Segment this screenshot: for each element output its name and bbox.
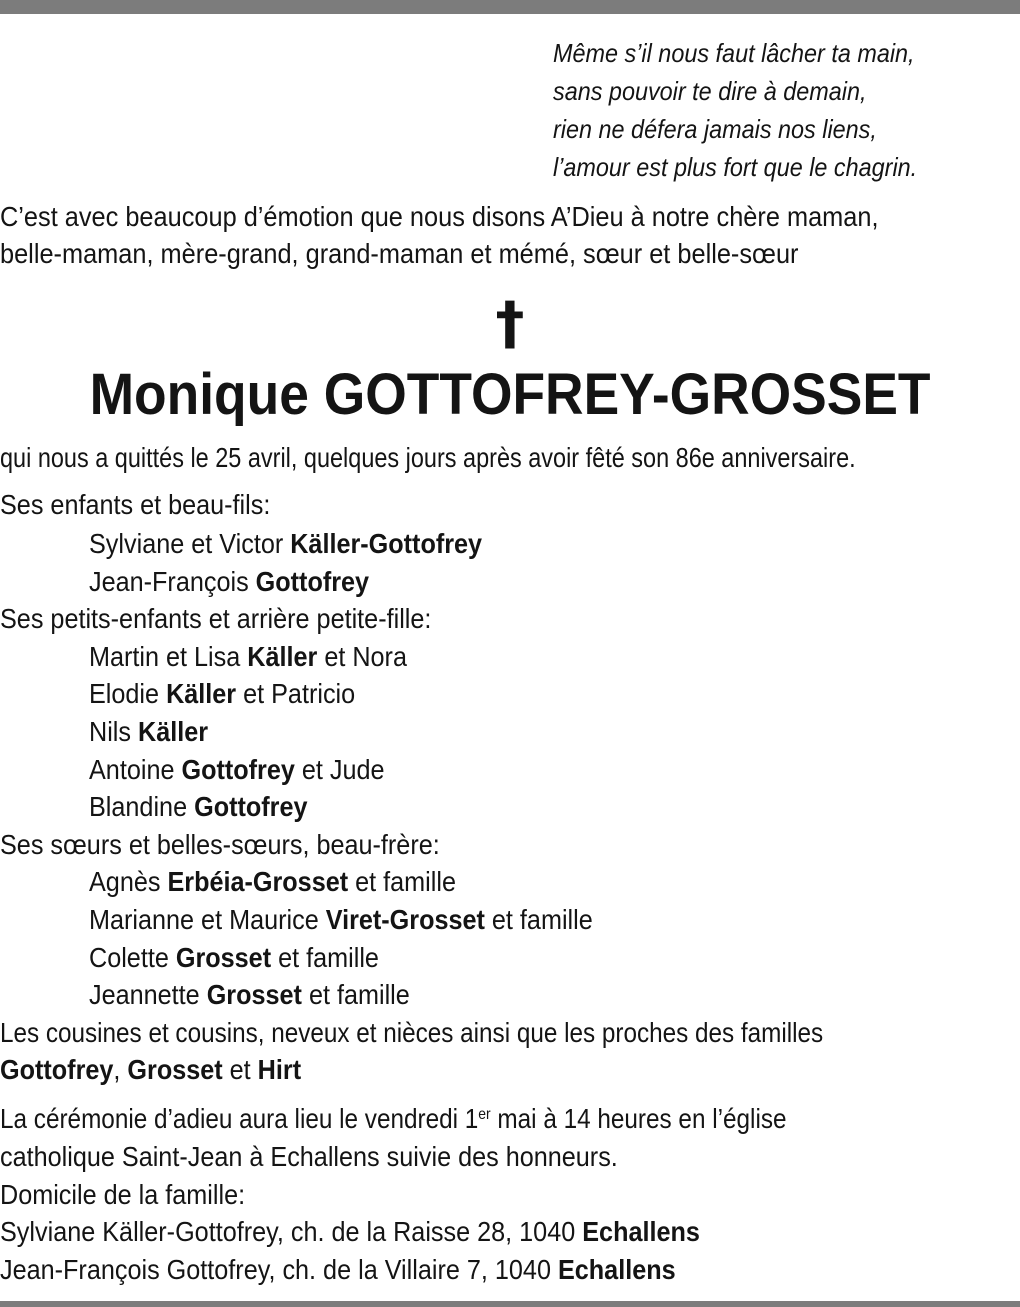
poem-line: sans pouvoir te dire à demain,: [553, 76, 867, 106]
poem-line: rien ne défera jamais nos liens,: [553, 114, 877, 144]
family-member-line: [89, 939, 379, 976]
member-given: Nils: [89, 716, 139, 747]
address-city: Echallens: [557, 1254, 676, 1285]
family-member-line: [89, 976, 410, 1013]
member-given: Colette: [89, 942, 176, 973]
member-surname: Viret-Grosset: [325, 904, 485, 935]
intro-line: C’est avec beaucoup d’émotion que nous disons A’Dieu à notre chère maman,: [0, 201, 879, 232]
member-surname: Erbéia-Grosset: [167, 866, 349, 897]
family-member-line: [89, 751, 385, 788]
member-surname: Käller-Gottofrey: [290, 528, 483, 559]
member-suffix: et famille: [271, 942, 379, 973]
member-suffix: et famille: [484, 904, 593, 935]
member-surname: Käller: [247, 641, 318, 672]
ceremony-text: La cérémonie d’adieu aura lieu le vendredi 1: [0, 1103, 479, 1134]
deceased-name-text: Monique GOTTOFREY-GROSSET: [89, 362, 931, 427]
member-surname: Grosset: [175, 942, 272, 973]
domicile-address: [0, 1213, 700, 1250]
address-text: Sylviane Käller-Gottofrey, ch. de la Raisse 28, 1040: [0, 1216, 583, 1247]
section-heading-grandchildren: Ses petits-enfants et arrière petite-fille:: [0, 603, 432, 634]
member-surname: Grosset: [206, 979, 302, 1010]
cross-icon: †: [495, 289, 525, 357]
family-member-line: [89, 563, 369, 600]
section-heading-siblings: Ses sœurs et belles-sœurs, beau-frère:: [0, 829, 440, 860]
ceremony-text: mai à 14 heures en l’église: [490, 1103, 787, 1134]
family-member-line: [89, 713, 208, 750]
member-surname: Käller: [138, 716, 209, 747]
member-surname: Gottofrey: [181, 754, 295, 785]
top-rule: [0, 0, 1020, 14]
deceased-name: [0, 360, 1020, 430]
member-suffix: et famille: [348, 866, 456, 897]
member-suffix: et Patricio: [236, 678, 356, 709]
member-given: Martin et Lisa: [89, 641, 248, 672]
member-surname: Gottofrey: [194, 791, 308, 822]
member-surname: Gottofrey: [255, 566, 370, 597]
family-member-line: [89, 675, 355, 712]
family-member-line: [89, 788, 307, 825]
intro-line: belle-maman, mère-grand, grand-maman et mémé, sœur et belle-sœur: [0, 238, 799, 269]
member-suffix: et famille: [301, 979, 410, 1010]
family-name: Hirt: [257, 1054, 302, 1085]
member-given: Blandine: [89, 791, 195, 822]
domicile-heading: Domicile de la famille:: [0, 1179, 246, 1210]
member-surname: Käller: [166, 678, 237, 709]
member-given: Elodie: [89, 678, 167, 709]
section-heading-children: Ses enfants et beau-fils:: [0, 489, 271, 520]
member-given: Sylviane et Victor: [89, 528, 291, 559]
member-given: Jeannette: [89, 979, 207, 1010]
cousins-line: Les cousines et cousins, neveux et nièces ainsi que les proches des familles: [0, 1017, 824, 1048]
family-member-line: [89, 863, 456, 900]
member-given: Marianne et Maurice: [89, 904, 326, 935]
family-member-line: [89, 901, 593, 938]
poem-line: l’amour est plus fort que le chagrin.: [553, 152, 918, 182]
domicile-address: [0, 1251, 676, 1288]
poem-line: Même s’il nous faut lâcher ta main,: [553, 38, 915, 68]
member-suffix: et Jude: [294, 754, 385, 785]
address-city: Echallens: [582, 1216, 700, 1247]
ceremony-line: catholique Saint-Jean à Echallens suivie des honneurs.: [0, 1141, 618, 1172]
poem-verse: [553, 34, 972, 186]
cousins-families: [0, 1051, 301, 1088]
death-announcement: qui nous a quittés le 25 avril, quelques jours après avoir fêté son 86e anniversaire.: [0, 442, 856, 473]
family-name: Grosset: [127, 1054, 223, 1085]
member-given: Jean-François: [89, 566, 256, 597]
family-member-line: [89, 525, 482, 562]
address-text: Jean-François Gottofrey, ch. de la Villaire 7, 1040: [0, 1254, 558, 1285]
ordinal-suffix: er: [478, 1106, 491, 1123]
ceremony-line: [0, 1100, 787, 1137]
separator: et: [222, 1054, 258, 1085]
member-suffix: et Nora: [317, 641, 407, 672]
member-given: Agnès: [89, 866, 168, 897]
separator: ,: [113, 1054, 128, 1085]
member-given: Antoine: [89, 754, 182, 785]
bottom-rule: [0, 1301, 1020, 1307]
family-member-line: [89, 638, 407, 675]
family-name: Gottofrey: [0, 1054, 114, 1085]
